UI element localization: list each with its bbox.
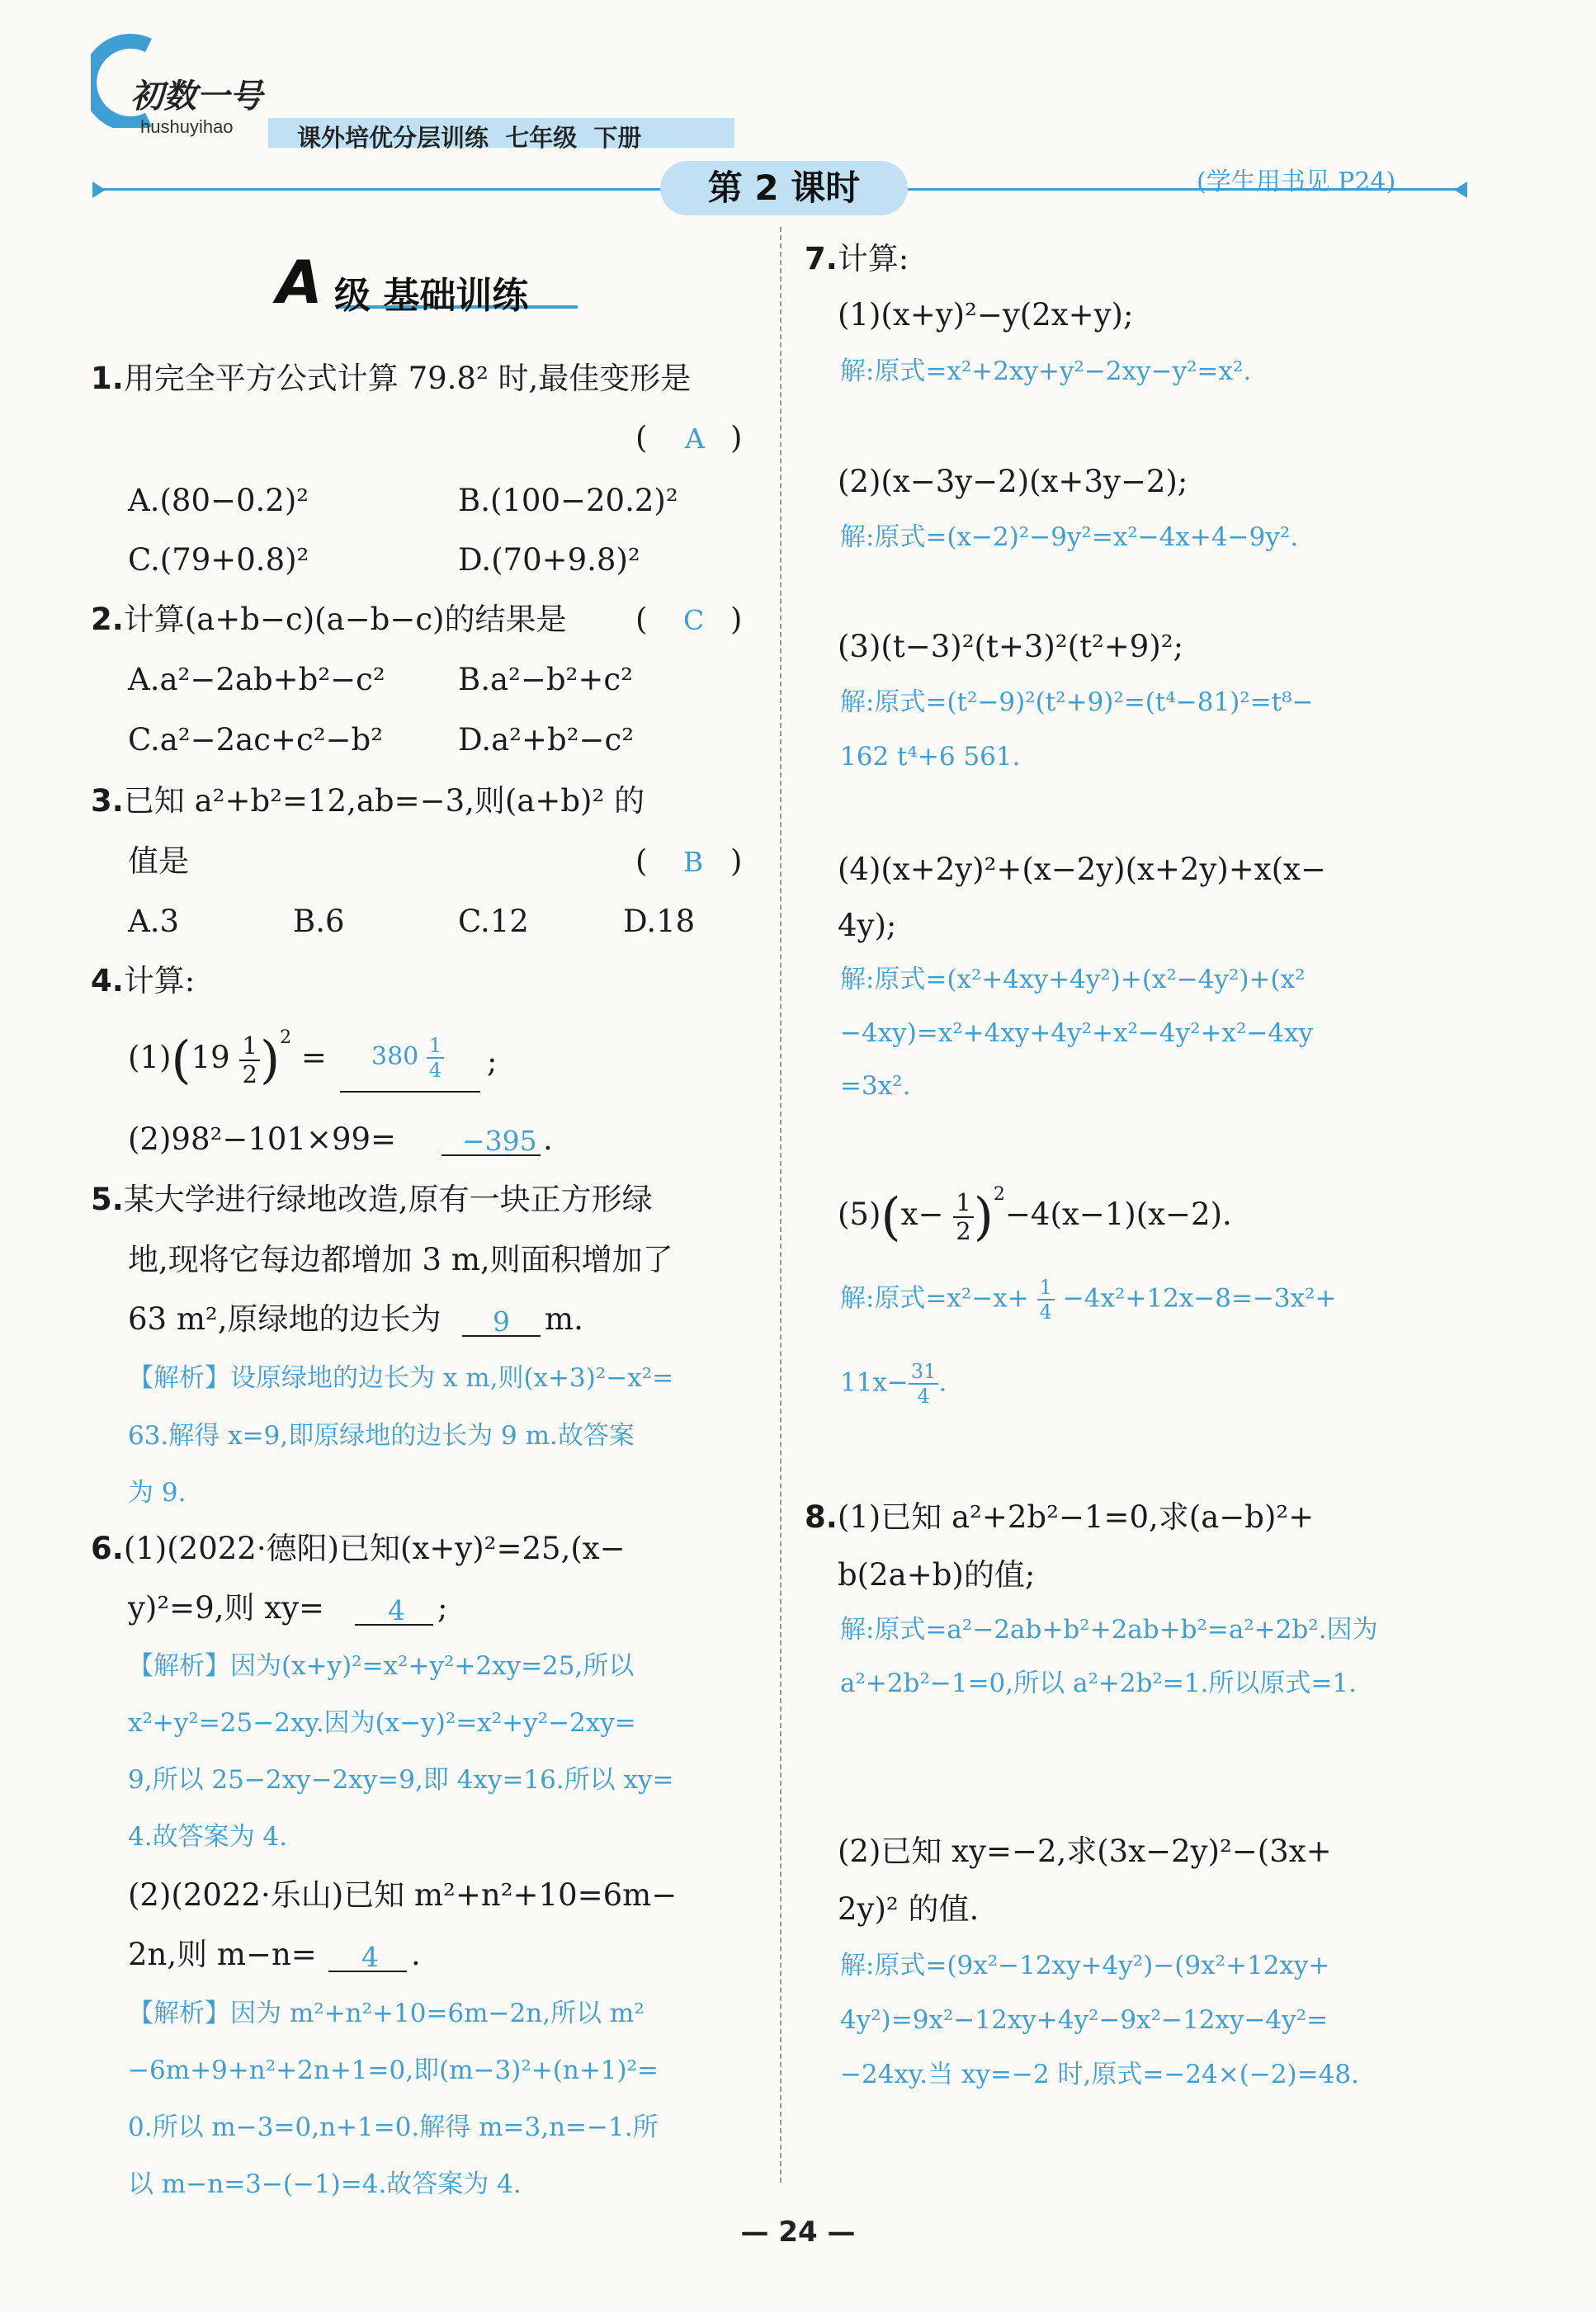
q7-2: (2)(x−3y−2)(x+3y−2); bbox=[838, 464, 1188, 499]
q1-paren-left: ( bbox=[635, 420, 648, 456]
q1-answer: A bbox=[685, 422, 705, 455]
rule-arrow-left bbox=[92, 182, 106, 198]
section-level-letter: A bbox=[276, 248, 323, 317]
q4-part1: (1)(19 $\frac{1}{2}$ )$^2$ = bbox=[128, 1027, 327, 1090]
q1-option-c: C.(79+0.8)² bbox=[128, 542, 309, 578]
q7-stem: 7.计算: bbox=[805, 241, 909, 276]
q6-1-analysis-line2: x²+y²=25−2xy.因为(x−y)²=x²+y²−2xy= bbox=[128, 1708, 636, 1738]
q6-1-analysis-line4: 4.故答案为 4. bbox=[128, 1822, 288, 1852]
q2-option-c: C.a²−2ac+c²−b² bbox=[128, 722, 384, 758]
q5-analysis-line2: 63.解得 x=9,即原绿地的边长为 9 m.故答案 bbox=[128, 1421, 635, 1451]
student-book-ref: (学生用书见 P24) bbox=[1197, 168, 1396, 196]
q8-2-solution-line1: 解:原式=(9x²−12xy+4y²)−(9x²+12xy+ bbox=[840, 1951, 1330, 1980]
q5-analysis-line3: 为 9. bbox=[128, 1478, 187, 1508]
q4-1-blank bbox=[340, 1091, 480, 1093]
q2-paren-right: ) bbox=[730, 602, 743, 637]
q5-stem-line2: 地,现将它每边都增加 3 m,则面积增加了 bbox=[128, 1242, 673, 1277]
q6-1-analysis-line1: 【解析】因为(x+y)²=x²+y²+2xy=25,所以 bbox=[128, 1651, 635, 1681]
q4-part2: (2)98²−101×99= bbox=[128, 1121, 397, 1157]
q1-option-a: A.(80−0.2)² bbox=[128, 483, 309, 518]
brand-cn: 初数一号 bbox=[130, 78, 262, 116]
q3-stem-line2: 值是 bbox=[128, 843, 189, 879]
q6-2-analysis-line4: 以 m−n=3−(−1)=4.故答案为 4. bbox=[128, 2169, 522, 2199]
q4-2-answer: −395 bbox=[462, 1125, 537, 1157]
q6-2-blank bbox=[328, 1971, 407, 1972]
q3-option-c: C.12 bbox=[458, 904, 529, 939]
page-number: — 24 — bbox=[740, 2216, 856, 2249]
q8-1-stem-line1: 8.(1)已知 a²+2b²−1=0,求(a−b)²+ bbox=[805, 1499, 1315, 1535]
q1-option-b: B.(100−20.2)² bbox=[458, 483, 678, 518]
q8-1-stem-line2: b(2a+b)的值; bbox=[838, 1557, 1036, 1593]
q2-answer: C bbox=[683, 604, 705, 636]
q5-blank bbox=[462, 1335, 541, 1337]
q5-stem-line3b: m. bbox=[545, 1301, 583, 1337]
q6-2-stem-line1: (2)(2022·乐山)已知 m²+n²+10=6m− bbox=[128, 1877, 678, 1913]
q6-2-analysis-line2: −6m+9+n²+2n+1=0,即(m−3)²+(n+1)²= bbox=[128, 2056, 659, 2085]
q6-1-answer: 4 bbox=[388, 1594, 405, 1626]
q7-5: (5)(x− $\frac{1}{2}$ )$^2$−4(x−1)(x−2). bbox=[838, 1184, 1232, 1247]
q2-paren-left: ( bbox=[635, 602, 648, 637]
q7-5-solution-line1: 解:原式=x²−x+ $\frac{1}{4}$ −4x²+12x−8=−3x²+ bbox=[840, 1276, 1337, 1324]
brand-pinyin: hushuyihao bbox=[140, 116, 234, 137]
q2-stem: 2.计算(a+b−c)(a−b−c)的结果是 bbox=[91, 602, 567, 637]
q6-1-blank bbox=[355, 1624, 433, 1626]
q7-5-fraction: $\frac{1}{2}$ bbox=[953, 1191, 973, 1244]
q4-2-blank bbox=[441, 1154, 541, 1156]
q5-analysis-line1: 【解析】设原绿地的边长为 x m,则(x+3)²−x²= bbox=[128, 1363, 674, 1393]
q7-4-line1: (4)(x+2y)²+(x−2y)(x+2y)+x(x− bbox=[838, 852, 1326, 887]
q6-2-period: . bbox=[411, 1937, 421, 1972]
q7-4-solution-line3: =3x². bbox=[840, 1071, 911, 1101]
q2-option-d: D.a²+b²−c² bbox=[458, 722, 635, 758]
header-subtitle: 课外培优分层训练 七年级 下册 bbox=[297, 124, 642, 152]
section-level-text: 级 基础训练 bbox=[334, 275, 529, 317]
q7-3: (3)(t−3)²(t+3)²(t²+9)²; bbox=[838, 629, 1184, 664]
q8-1-solution-line1: 解:原式=a²−2ab+b²+2ab+b²=a²+2b².因为 bbox=[840, 1615, 1378, 1645]
q4-stem: 4.计算: bbox=[91, 963, 196, 998]
q7-5-solution-line2: 11x− $\frac{31}{4}$ . bbox=[840, 1360, 947, 1408]
q4-2-period: . bbox=[543, 1121, 553, 1157]
q4-1-answer: 380 $\frac{1}{4}$ bbox=[371, 1036, 444, 1080]
q6-2-analysis-line1: 【解析】因为 m²+n²+10=6m−2n,所以 m² bbox=[128, 1999, 645, 2028]
q2-option-b: B.a²−b²+c² bbox=[458, 662, 633, 697]
q6-2-stem-line2: 2n,则 m−n= bbox=[128, 1937, 317, 1972]
q4-1-fraction: $\frac{1}{2}$ bbox=[239, 1034, 259, 1087]
q3-paren-left: ( bbox=[635, 843, 648, 879]
q7-3-solution-line1: 解:原式=(t²−9)²(t²+9)²=(t⁴−81)²=t⁸− bbox=[840, 687, 1314, 717]
q7-2-solution: 解:原式=(x−2)²−9y²=x²−4x+4−9y². bbox=[840, 522, 1299, 552]
q1-paren-right: ) bbox=[730, 420, 743, 456]
q8-2-solution-line3: −24xy.当 xy=−2 时,原式=−24×(−2)=48. bbox=[840, 2060, 1359, 2089]
column-divider bbox=[780, 227, 781, 2183]
q7-1: (1)(x+y)²−y(2x+y); bbox=[838, 297, 1134, 333]
q5-stem-line1: 5.某大学进行绿地改造,原有一块正方形绿 bbox=[91, 1182, 653, 1217]
q5-answer: 9 bbox=[493, 1305, 510, 1338]
q3-paren-right: ) bbox=[730, 843, 743, 879]
q1-option-d: D.(70+9.8)² bbox=[458, 542, 640, 578]
q3-option-a: A.3 bbox=[128, 904, 180, 939]
lesson-title: 第 2 课时 bbox=[660, 161, 908, 215]
q7-3-solution-line2: 162 t⁴+6 561. bbox=[840, 742, 1021, 772]
q4-1-semicolon: ; bbox=[487, 1044, 498, 1079]
rule-arrow-right bbox=[1454, 182, 1467, 198]
q8-1-solution-line2: a²+2b²−1=0,所以 a²+2b²=1.所以原式=1. bbox=[840, 1669, 1357, 1698]
q6-2-analysis-line3: 0.所以 m−3=0,n+1=0.解得 m=3,n=−1.所 bbox=[128, 2112, 659, 2142]
q3-answer: B bbox=[683, 846, 704, 878]
q1-stem: 1.用完全平方公式计算 79.8² 时,最佳变形是 bbox=[91, 361, 692, 396]
q2-option-a: A.a²−2ab+b²−c² bbox=[128, 662, 385, 697]
q7-1-solution: 解:原式=x²+2xy+y²−2xy−y²=x². bbox=[840, 356, 1252, 386]
q6-1-semicolon: ; bbox=[437, 1590, 448, 1626]
section-heading bbox=[272, 248, 586, 322]
q6-1-stem-line2: y)²=9,则 xy= bbox=[128, 1590, 325, 1626]
q7-4-line2: 4y); bbox=[838, 908, 897, 943]
q7-4-solution-line2: −4xy)=x²+4xy+4y²+x²−4y²+x²−4xy bbox=[840, 1018, 1314, 1048]
q6-2-answer: 4 bbox=[361, 1941, 379, 1973]
header bbox=[91, 29, 1494, 153]
q8-2-solution-line2: 4y²)=9x²−12xy+4y²−9x²−12xy−4y²= bbox=[840, 2005, 1329, 2035]
q8-2-stem-line2: 2y)² 的值. bbox=[838, 1891, 980, 1927]
q5-stem-line3a: 63 m²,原绿地的边长为 bbox=[128, 1301, 441, 1337]
q7-4-solution-line1: 解:原式=(x²+4xy+4y²)+(x²−4y²)+(x² bbox=[840, 965, 1306, 994]
q6-1-stem-line1: 6.(1)(2022·德阳)已知(x+y)²=25,(x− bbox=[91, 1531, 626, 1566]
q3-option-b: B.6 bbox=[293, 904, 345, 939]
q3-option-d: D.18 bbox=[623, 904, 696, 939]
q3-stem-line1: 3.已知 a²+b²=12,ab=−3,则(a+b)² 的 bbox=[91, 783, 645, 819]
q8-2-stem-line1: (2)已知 xy=−2,求(3x−2y)²−(3x+ bbox=[838, 1834, 1332, 1869]
q6-1-analysis-line3: 9,所以 25−2xy−2xy=9,即 4xy=16.所以 xy= bbox=[128, 1765, 674, 1795]
brand-logo bbox=[91, 29, 272, 137]
